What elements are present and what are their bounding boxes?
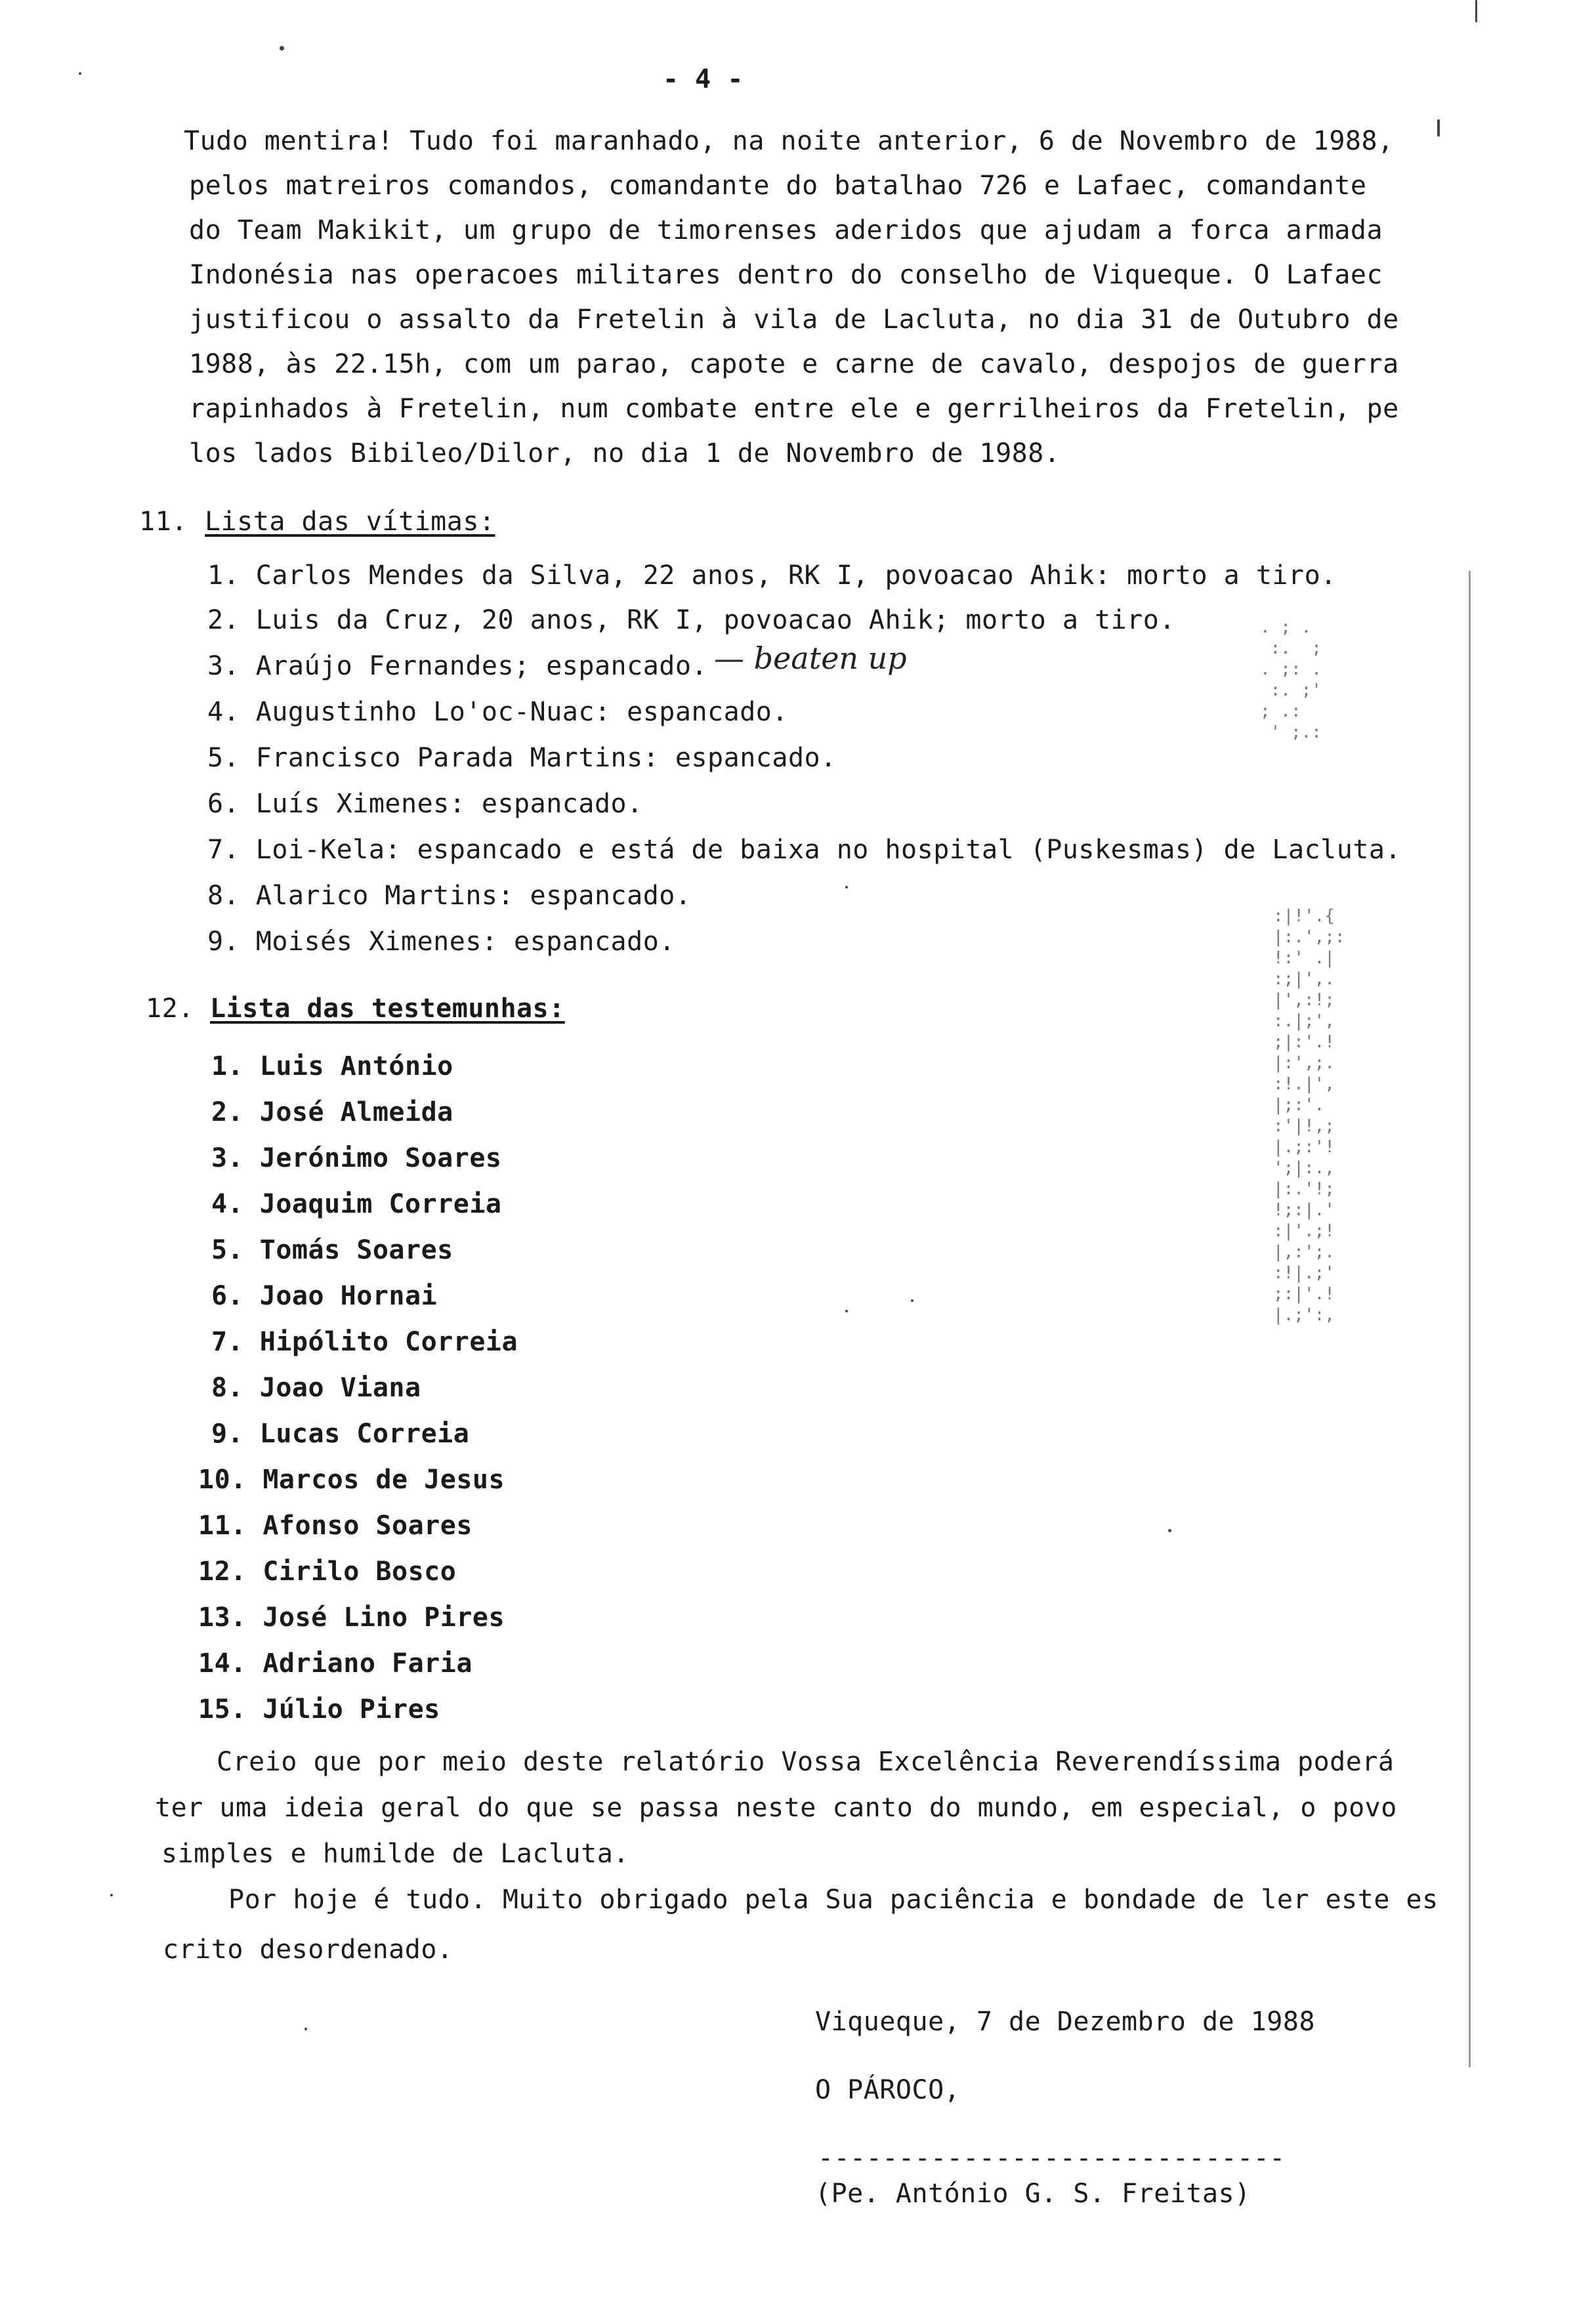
closing-line: simples e humilde de Lacluta. <box>161 1839 629 1869</box>
witness-item: 7. Hipólito Correia <box>211 1327 518 1357</box>
signatory-name: (Pe. António G. S. Freitas) <box>815 2179 1251 2209</box>
witness-item: 13. José Lino Pires <box>198 1602 505 1633</box>
victim-item: 6. Luís Ximenes: espancado. <box>207 789 643 819</box>
witness-item: 5. Tomás Soares <box>211 1235 453 1265</box>
witness-item: 1. Luis António <box>211 1051 453 1081</box>
witness-item: 9. Lucas Correia <box>211 1419 470 1449</box>
intro-line: los lados Bibileo/Dilor, no dia 1 de Novembro de 1988. <box>189 438 1060 469</box>
section-number: 11. <box>139 507 188 537</box>
handwritten-note: — beaten up <box>714 640 907 676</box>
closing-line: crito desordenado. <box>163 1935 453 1965</box>
signatory-role: O PÁROCO, <box>815 2075 961 2105</box>
page-number: - 4 - <box>663 64 744 94</box>
intro-line: pelos matreiros comandos, comandante do batalhao 726 e Lafaec, comandante <box>189 171 1367 201</box>
closing-line: ter uma ideia geral do que se passa neste canto do mundo, em especial, o povo <box>155 1793 1397 1823</box>
witness-item: 2. José Almeida <box>211 1097 453 1127</box>
document-page: - 4 - Tudo mentira! Tudo foi maranhado, na noite anterior, 6 de Novembro de 1988, pelos matreiros comandos, comandante do batalhao 726 e Lafaec, comandante do Team Makikit, um grupo de timorenses aderidos que ajudam a forca armada Indonésia nas operacoes militares dentro do conselho de Viqueque. O Lafaec justificou o assalto da Fretelin à vila de Lacluta, no dia 31 de Outubro de 1988, às 22.15h, com um parao, capote e carne de cavalo, despojos de guerra rapinhados à Fretelin, num combate entre ele e gerrilheiros da Fretelin, pe los lados Bibileo/Dilor, no dia 1 de Novembro de 1988. 11. Lista das vítimas: 1. Carlos Mendes da Silva, 22 anos, RK I, povoacao Ahik: morto a tiro. 2. Luis da Cruz, 20 anos, RK I, povoacao Ahik; morto a tiro. 3. Araújo Fernandes; espancado. — beaten up 4. Augustinho Lo'oc-Nuac: espancado. 5. Francisco Parada Martins: espancado. 6. Luís Ximenes: espancado. 7. Loi-Kela: espancado e está de baixa no hospital (Puskesmas) de Lacluta. 8. Alarico Martins: espancado. 9. Moisés Ximenes: espancado. 12. Lista das testemunhas: 1. Luis António 2. José Almeida 3. Jerónimo Soares 4. Joaquim Correia 5. Tomás Soares 6. Joao Hornai 7. Hipólito Correia 8. Joao Viana 9. Lucas Correia 10. Marcos de Jesus 11. Afonso Soares 12. Cirilo Bosco 13. José Lino Pires 14. Adriano Faria 15. Júlio Pires Creio que por meio deste relatório Vossa Excelência Reverendíssima poderá ter uma ideia geral do que se passa neste canto do mundo, em especial, o povo simples e humilde de Lacluta. Por hoje é tudo. Muito obrigado pela Sua paciência e bondade de ler este es crito desordenado. Viqueque, 7 de Dezembro de 1988 O PÁROCO, ----------------------------- (Pe. António G. S. Freitas) :|!'.{ |:.',;: !:' .| :;|',. |',:!; :.|;', ;|:'.! |:',;. :!.|', |;:'. :'|!,; |.;:'! ';|:., |:.'!; !;:|.' :|'.;! |,:';. :!|.;' ;:|'.! |.;':, . ; . :. ; . ;: . :. ;' ; .: ' ;.: <box>0 0 1596 2323</box>
witness-item: 6. Joao Hornai <box>211 1281 438 1311</box>
victim-item: 3. Araújo Fernandes; espancado. <box>207 651 708 681</box>
witness-item: 15. Júlio Pires <box>198 1694 440 1725</box>
victim-item: 8. Alarico Martins: espancado. <box>207 881 692 911</box>
witness-item: 4. Joaquim Correia <box>211 1189 502 1219</box>
closing-line: Por hoje é tudo. Muito obrigado pela Sua paciência e bondade de ler este es <box>228 1885 1438 1915</box>
section-title: Lista das vítimas: <box>205 507 495 537</box>
witness-item: 11. Afonso Soares <box>198 1511 472 1541</box>
intro-line: justificou o assalto da Fretelin à vila de Lacluta, no dia 31 de Outubro de <box>189 304 1399 335</box>
witness-item: 10. Marcos de Jesus <box>198 1465 505 1495</box>
victim-item: 4. Augustinho Lo'oc-Nuac: espancado. <box>207 697 788 727</box>
place-date: Viqueque, 7 de Dezembro de 1988 <box>815 2007 1316 2037</box>
witness-item: 12. Cirilo Bosco <box>198 1557 457 1587</box>
victim-item: 5. Francisco Parada Martins: espancado. <box>207 743 837 773</box>
victim-item: 9. Moisés Ximenes: espancado. <box>207 927 675 957</box>
intro-line: do Team Makikit, um grupo de timorenses aderidos que ajudam a forca armada <box>189 215 1383 245</box>
victim-item: 7. Loi-Kela: espancado e está de baixa no hospital (Puskesmas) de Lacluta. <box>207 835 1402 865</box>
signature-line: ----------------------------- <box>818 2143 1286 2173</box>
closing-line: Creio que por meio deste relatório Vossa Excelência Reverendíssima poderá <box>217 1747 1395 1777</box>
section-number: 12. <box>146 994 194 1024</box>
witness-item: 8. Joao Viana <box>211 1373 421 1403</box>
witness-item: 3. Jerónimo Soares <box>211 1143 502 1173</box>
intro-line: 1988, às 22.15h, com um parao, capote e carne de cavalo, despojos de guerra <box>189 349 1399 379</box>
victim-item: 1. Carlos Mendes da Silva, 22 anos, RK I, povoacao Ahik: morto a tiro. <box>207 560 1337 591</box>
intro-line: rapinhados à Fretelin, num combate entre ele e gerrilheiros da Fretelin, pe <box>189 394 1399 424</box>
intro-line: Tudo mentira! Tudo foi maranhado, na noite anterior, 6 de Novembro de 1988, <box>184 126 1394 156</box>
witness-item: 14. Adriano Faria <box>198 1648 472 1679</box>
intro-line: Indonésia nas operacoes militares dentro do conselho de Viqueque. O Lafaec <box>189 260 1383 290</box>
victim-item: 2. Luis da Cruz, 20 anos, RK I, povoacao Ahik; morto a tiro. <box>207 605 1175 635</box>
section-title: Lista das testemunhas: <box>210 994 565 1024</box>
